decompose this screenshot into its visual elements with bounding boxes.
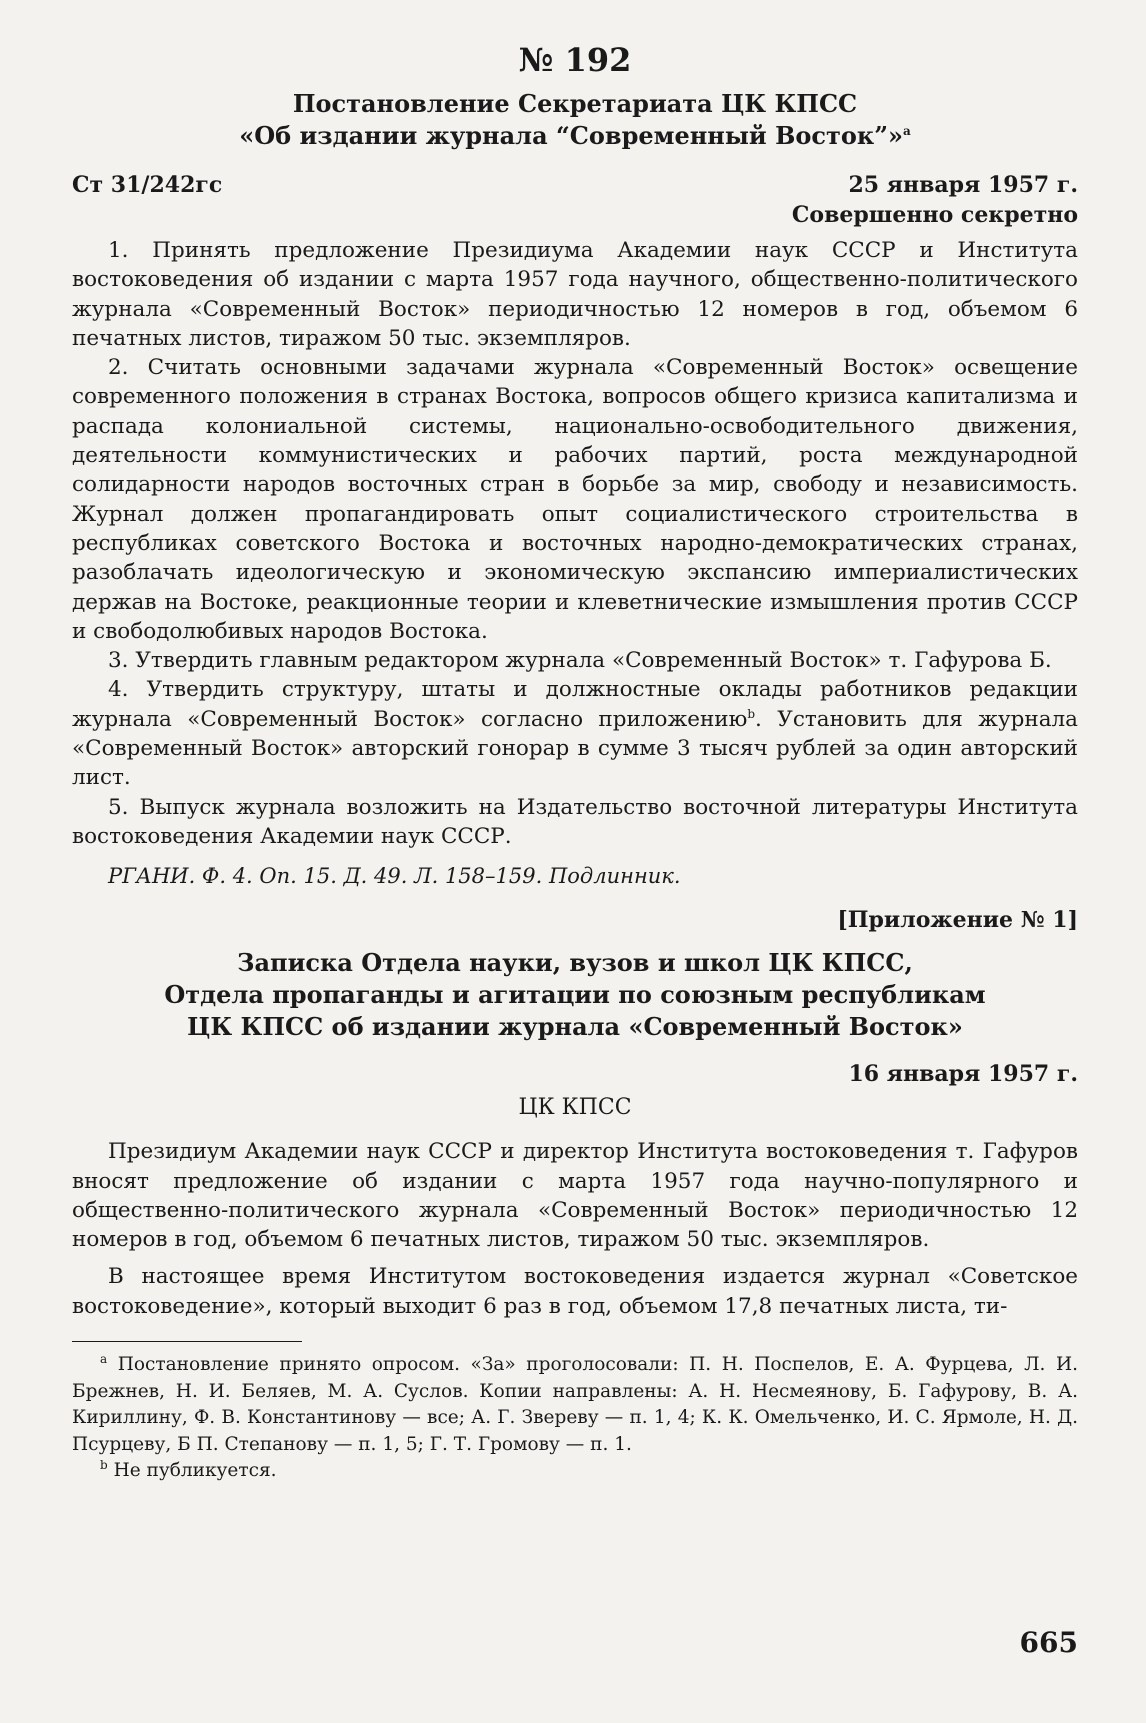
- footnote-a: [72, 1352, 1078, 1458]
- resolution-paragraph-3: 3. Утвердить главным редактором журнала «Современный Восток» т. Гафурова Б.: [108, 648, 1052, 674]
- memo-addressee: ЦК КПСС: [518, 1095, 632, 1121]
- archive-source: РГАНИ. Ф. 4. Оп. 15. Д. 49. Л. 158–159. Подлинник.: [108, 864, 681, 889]
- memo-paragraph-1: Президиум Академии наук СССР и директор Института востоковедения т. Гафуров вносят предложение об издании с марта 1957 года научно-популярного и общественно-политического журнала «Современный Восток» периодичностью 12 номеров в год, объемом 6 печатных листов, тиражом 50 тыс. экземпляров.: [72, 1139, 1078, 1253]
- document-date: 25 января 1957 г.: [848, 172, 1078, 198]
- document-title-line-2: [72, 120, 1078, 152]
- document-reference: Ст 31/242гс: [72, 172, 223, 198]
- document-page: [72, 36, 1078, 1696]
- footnote-b-text: Не публикуется.: [113, 1460, 277, 1482]
- appendix-label: [Приложение № 1]: [837, 907, 1078, 934]
- memo-title-line-2: Отдела пропаганды и агитации по союзным республикам: [164, 980, 986, 1010]
- memo-title: [72, 947, 1078, 1043]
- footnote-b: [72, 1458, 1078, 1485]
- footnote-divider: [72, 1341, 302, 1342]
- memo-title-line-1: Записка Отдела науки, вузов и школ ЦК КПСС,: [237, 948, 913, 978]
- resolution-paragraph-4: [72, 675, 1078, 792]
- memo-date: 16 января 1957 г.: [848, 1061, 1078, 1088]
- paragraph-4-footnote-marker: b: [747, 706, 756, 721]
- page-number: 665: [1019, 1626, 1078, 1659]
- document-meta-row: [72, 170, 1078, 200]
- document-title-line-2-text: «Об издании журнала “Современный Восток”»: [239, 121, 904, 150]
- memo-title-line-3: ЦК КПСС об издании журнала «Современный Восток»: [187, 1012, 963, 1042]
- footnote-a-text: Постановление принято опросом. «За» проголосовали: П. Н. Поспелов, Е. А. Фурцева, Л. И. Брежнев, Н. И. Беляев, М. А. Суслов. Копии направлены: А. Н. Несмеянову, Б. Гафурову, В. А. Кириллину, Ф. В. Константинову — все; А. Г. Звереву — п. 1, 4; К. К. Омельченко, И. С. Ярмоле, Н. Д. Псурцеву, Б П. Степанову — п. 1, 5; Г. Т. Громову — п. 1.: [72, 1354, 1078, 1455]
- document-number: № 192: [518, 41, 632, 79]
- resolution-paragraph-1: 1. Принять предложение Президиума Академии наук СССР и Института востоковедения об издании с марта 1957 года научного, общественно-политического журнала «Современный Восток» периодичностью 12 номеров в год, объемом 6 печатных листов, тиражом 50 тыс. экземпляров.: [72, 238, 1078, 351]
- resolution-paragraph-2: 2. Считать основными задачами журнала «Современный Восток» освещение современного положения в странах Востока, вопросов общего кризиса капитализма и распада колониальной системы, национально-освободительного движения, деятельности коммунистических и рабочих партий, роста международной солидарности народов восточных стран в борьбе за мир, свободу и независимость. Журнал должен пропагандировать опыт социалистического строительства в республиках советского Востока и восточных народно-демократических странах, разоблачать идеологическую и экономическую экспансию империалистических держав на Востоке, реакционные теории и клеветнические измышления против СССР и свободолюбивых народов Востока.: [72, 355, 1078, 644]
- classification-stamp: Совершенно секретно: [791, 202, 1078, 228]
- resolution-paragraph-5: 5. Выпуск журнала возложить на Издательство восточной литературы Института востоковедения Академии наук СССР.: [72, 794, 1078, 849]
- resolution-paragraph-4-text: 4. Утвердить структуру, штаты и должностные оклады работников редакции журнала «Современный Восток» согласно приложению: [72, 677, 1078, 732]
- footnote-b-marker: b: [100, 1457, 108, 1472]
- document-title-line-1: Постановление Секретариата ЦК КПСС: [292, 89, 858, 118]
- title-footnote-marker: a: [903, 124, 911, 138]
- footnote-a-marker: a: [100, 1351, 108, 1366]
- memo-paragraph-2: В настоящее время Институтом востоковедения издается журнал «Советское востоковедение», который выходит 6 раз в год, объемом 17,8 печатных листа, ти-: [72, 1264, 1078, 1319]
- document-title: [72, 88, 1078, 152]
- resolution-paragraph-4-continuation: . Установить для журнала «Современный Восток» авторский гонорар в сумме 3 тысяч рублей за один авторский лист.: [72, 706, 1078, 791]
